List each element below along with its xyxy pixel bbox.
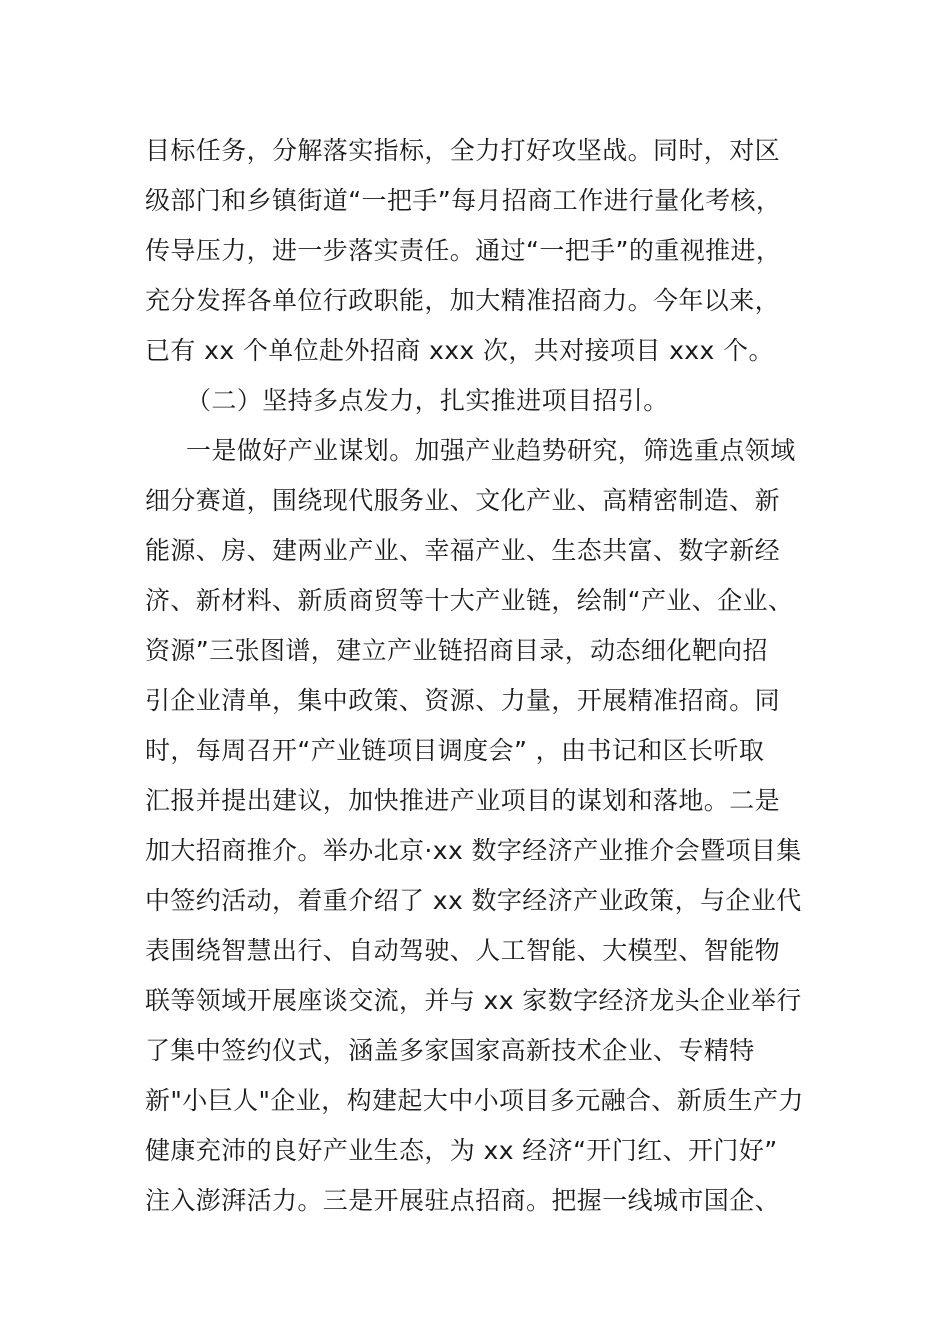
text-line: 注入澎湃活力。三是开展驻点招商。把握一线城市国企、 (145, 1186, 781, 1215)
text-line: 引企业清单，集中政策、资源、力量，开展精准招商。同 (145, 686, 781, 715)
text-line: 目标任务，分解落实指标，全力打好攻坚战。同时，对区 (145, 136, 781, 165)
text-line: 一是做好产业谋划。加强产业趋势研究，筛选重点领域 (186, 436, 796, 465)
text-line: 加大招商推介。举办北京·xx 数字经济产业推介会暨项目集 (145, 836, 802, 865)
text-line: 能源、房、建两业产业、幸福产业、生态共富、数字新经 (145, 536, 781, 565)
text-line: 时，每周召开“产业链项目调度会” ，由书记和区长听取 (145, 736, 765, 765)
text-line: 级部门和乡镇街道“一把手”每月招商工作进行量化考核， (145, 186, 782, 215)
text-line: 资源”三张图谱，建立产业链招商目录，动态细化靶向招 (145, 636, 768, 665)
text-line: 健康充沛的良好产业生态，为 xx 经济“开门红、开门好” (145, 1136, 778, 1165)
text-line: 充分发挥各单位行政职能，加大精准招商力。今年以来， (145, 286, 781, 315)
section-heading: （二）坚持多点发力，扎实推进项目招引。 (186, 386, 669, 415)
text-line: 中签约活动，着重介绍了 xx 数字经济产业政策，与企业代 (145, 886, 802, 915)
text-line: 济、新材料、新质商贸等十大产业链，绘制“产业、企业、 (145, 586, 794, 615)
text-line: 传导压力，进一步落实责任。通过“一把手”的重视推进， (145, 236, 782, 265)
text-line: 汇报并提出建议，加快推进产业项目的谋划和落地。二是 (145, 786, 781, 815)
text-line: 了集中签约仪式，涵盖多家国家高新技术企业、专精特 (145, 1036, 755, 1065)
text-line: 已有 xx 个单位赴外招商 xxx 次，共对接项目 xxx 个。 (145, 336, 774, 365)
text-line: 表围绕智慧出行、自动驾驶、人工智能、大模型、智能物 (145, 936, 781, 965)
text-line: 联等领域开展座谈交流，并与 xx 家数字经济龙头企业举行 (145, 986, 802, 1015)
text-line: 细分赛道，围绕现代服务业、文化产业、高精密制造、新 (145, 486, 781, 515)
text-line: 新"小巨人"企业，构建起大中小项目多元融合、新质生产力 (145, 1086, 804, 1115)
